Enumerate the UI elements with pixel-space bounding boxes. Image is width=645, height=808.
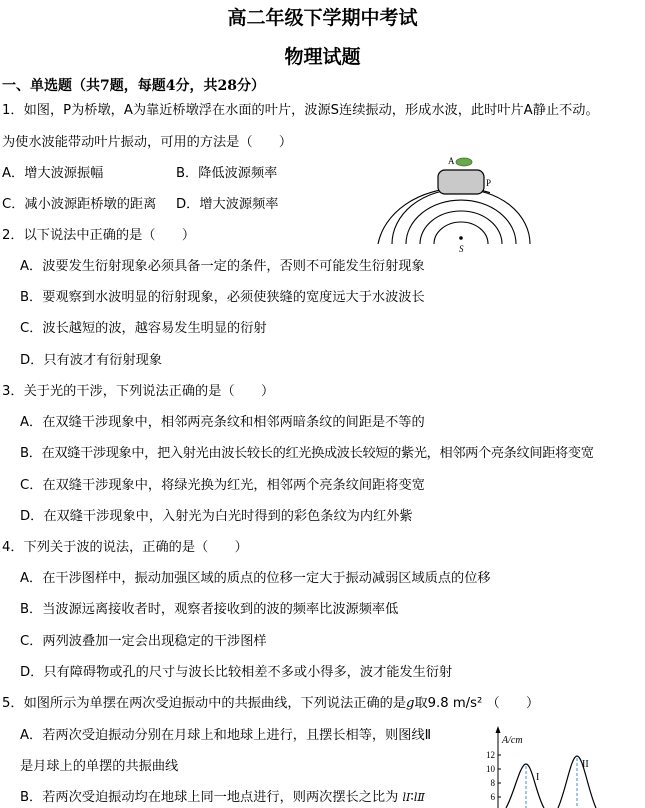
q4-option-d: D．只有障碍物或孔的尺寸与波长比较相差不多或小得多，波才能发生衍射 (20, 665, 453, 680)
q5-stem-post: 取9.8 m/s² （ ） (414, 696, 540, 711)
q3-option-d: D．在双缝干涉现象中，入射光为白光时得到的彩色条纹为内红外紫 (20, 509, 413, 524)
label-a: A (448, 156, 455, 166)
q3-option-c: C．在双缝干涉现象中，将绿光换为红光，相邻两个亮条纹间距将变宽 (20, 478, 425, 493)
exam-subtitle: 物理试题 (284, 46, 361, 68)
q5-option-b-pre: B．若两次受迫振动均在地球上同一地点进行，则两次摆长之比为 (20, 790, 399, 805)
y-axis-arrow-icon (496, 726, 501, 733)
q2-option-d: D．只有波才有衍射现象 (20, 353, 163, 368)
q4-option-c: C．两列波叠加一定会出现稳定的干涉图样 (20, 634, 267, 649)
q1-stem-line2: 为使水波能带动叶片振动，可用的方法是（ ） (2, 135, 293, 150)
q5-stem (2, 695, 539, 713)
curve-2-label: II (582, 759, 589, 770)
q2-option-c: C．波长越短的波，越容易发生明显的衍射 (20, 321, 267, 336)
q1-figure (330, 152, 490, 257)
q1-option-c: C．减小波源距桥墩的距离 (2, 197, 157, 212)
q1-stem-line1: 1．如图，P为桥墩，A为靠近桥墩浮在水面的叶片，波源S连续振动，形成水波，此时叶片A静止不动。 (2, 103, 599, 118)
q1-option-a: A．增大波源振幅 (2, 166, 104, 181)
resonance-curve-1 (506, 764, 544, 808)
q2-stem: 2．以下说法中正确的是（ ） (2, 228, 196, 243)
q2-option-b: B．要观察到水波明显的衍射现象，必须使狭缝的宽度远大于水波波长 (20, 290, 425, 305)
q1-option-d: D．增大波源频率 (176, 197, 279, 212)
q4-option-a: A．在干涉图样中，振动加强区域的质点的位移一定大于振动减弱区域质点的位移 (20, 571, 491, 586)
q2-option-a: A．波要发生衍射现象必须具备一定的条件，否则不可能发生衍射现象 (20, 259, 425, 274)
q3-option-a: A．在双缝干涉现象中，相邻两亮条纹和相邻两暗条纹的间距是不等的 (20, 415, 425, 430)
leaf-icon (456, 158, 472, 166)
q3-option-b: B．在双缝干涉现象中，把入射光由波长较长的红光换成波长较短的紫光，相邻两个亮条纹间距将变宽 (20, 446, 594, 461)
y-axis-label: A/cm (502, 735, 523, 746)
q5-option-b-colon: ∶ (410, 790, 414, 805)
q4-option-b: B．当波源远离接收者时，观察者接收到的波的频率比波源频率低 (20, 602, 399, 617)
y-tick-12: 12 (486, 750, 495, 760)
source-s (459, 236, 463, 240)
q4-stem: 4．下列关于波的说法，正确的是（ ） (2, 540, 248, 555)
q5-option-b-l2: lⅡ (413, 791, 425, 804)
q5-option-a-line2: 是月球上的单摆的共振曲线 (20, 759, 179, 774)
y-tick-10: 10 (486, 764, 495, 774)
exam-title: 高二年级下学期中考试 (227, 7, 418, 29)
q5-stem-pre: 5．如图所示为单摆在两次受迫振动中的共振曲线，下列说法正确的是 (2, 696, 407, 711)
label-p: P (486, 178, 492, 188)
q1-option-b: B．降低波源频率 (176, 166, 278, 181)
curve-1-label: I (536, 772, 540, 783)
q3-stem: 3．关于光的干涉，下列说法正确的是（ ） (2, 384, 275, 399)
wave-arcs (378, 188, 542, 244)
y-tick-8: 8 (490, 778, 495, 788)
q5-stem-g: g (406, 696, 415, 711)
y-tick-6: 6 (490, 792, 495, 802)
q5-resonance-chart (476, 724, 606, 808)
q5-option-b-l1: lⅠ (402, 791, 411, 804)
section-heading: 一、单选题（共7题，每题4分，共28分） (2, 78, 265, 94)
q5-option-b (20, 789, 425, 807)
q5-option-a-line1: A．若两次受迫振动分别在月球上和地球上进行，且摆长相等，则图线Ⅱ (20, 728, 432, 743)
label-s: S (459, 244, 464, 254)
pier-p (438, 170, 484, 194)
